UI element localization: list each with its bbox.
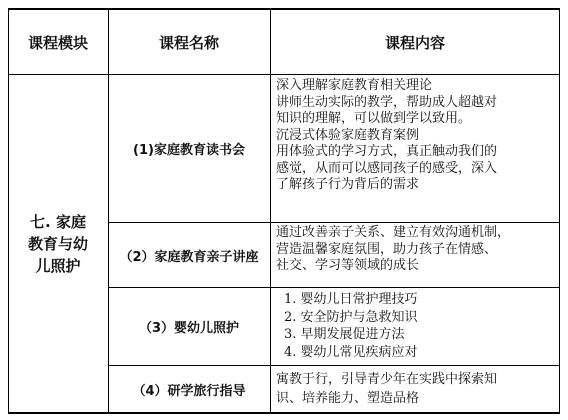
header-course-name: 课程名称	[158, 33, 219, 52]
content-line: 2. 安全防护与急救知识	[284, 309, 418, 325]
content-line: 深入理解家庭教育相关理论	[276, 78, 433, 93]
content-line: 感觉，从而可以感同孩子的感受，深入	[276, 160, 498, 176]
course-content-1	[270, 78, 560, 222]
content-line: 了解孩子行为背后的需求	[276, 177, 420, 192]
content-line: 知识的理解，可以做到学以致用。	[276, 111, 472, 126]
content-line: 讲师生动实际的教学，帮助成人超越对	[276, 94, 498, 110]
table-bottom-border	[8, 412, 560, 414]
course-name-2: （2）家庭教育亲子讲座	[119, 249, 259, 265]
module-cell	[8, 75, 108, 412]
course-content-3	[270, 291, 560, 365]
content-line: 3. 早期发展促进方法	[284, 327, 405, 342]
course-content-4	[270, 370, 560, 412]
course-table	[8, 8, 560, 414]
course-name-1: (1)家庭教育读书会	[133, 143, 245, 158]
content-line: 识、培养能力、塑造品格	[276, 391, 420, 406]
content-line: 寓教于行，引导青少年在实践中探索知	[276, 372, 498, 387]
content-line: 4. 婴幼儿常见疾病应对	[284, 344, 418, 360]
content-line: 通过改善亲子关系、建立有效沟通机制，	[276, 225, 511, 240]
header-course-content: 课程内容	[384, 33, 445, 52]
content-line: 营造温馨家庭氛围，助力孩子在情感、	[276, 241, 498, 257]
content-line: 用体验式的学习方式，真正触动我们的	[276, 144, 498, 159]
module-line-3: 儿照护	[35, 256, 81, 275]
content-line: 沉浸式体验家庭教育案例	[276, 127, 420, 143]
content-line: 1. 婴幼儿日常护理技巧	[284, 292, 418, 307]
course-name-4: （4）研学旅行指导	[132, 383, 246, 399]
module-line-2: 教育与幼	[27, 234, 88, 253]
module-line-1: 七. 家庭	[30, 212, 86, 231]
course-content-2	[270, 225, 560, 287]
content-line: 社交、学习等领域的成长	[276, 258, 420, 273]
header-module: 课程模块	[27, 33, 88, 52]
course-name-3: （3）婴幼儿照护	[138, 321, 240, 336]
